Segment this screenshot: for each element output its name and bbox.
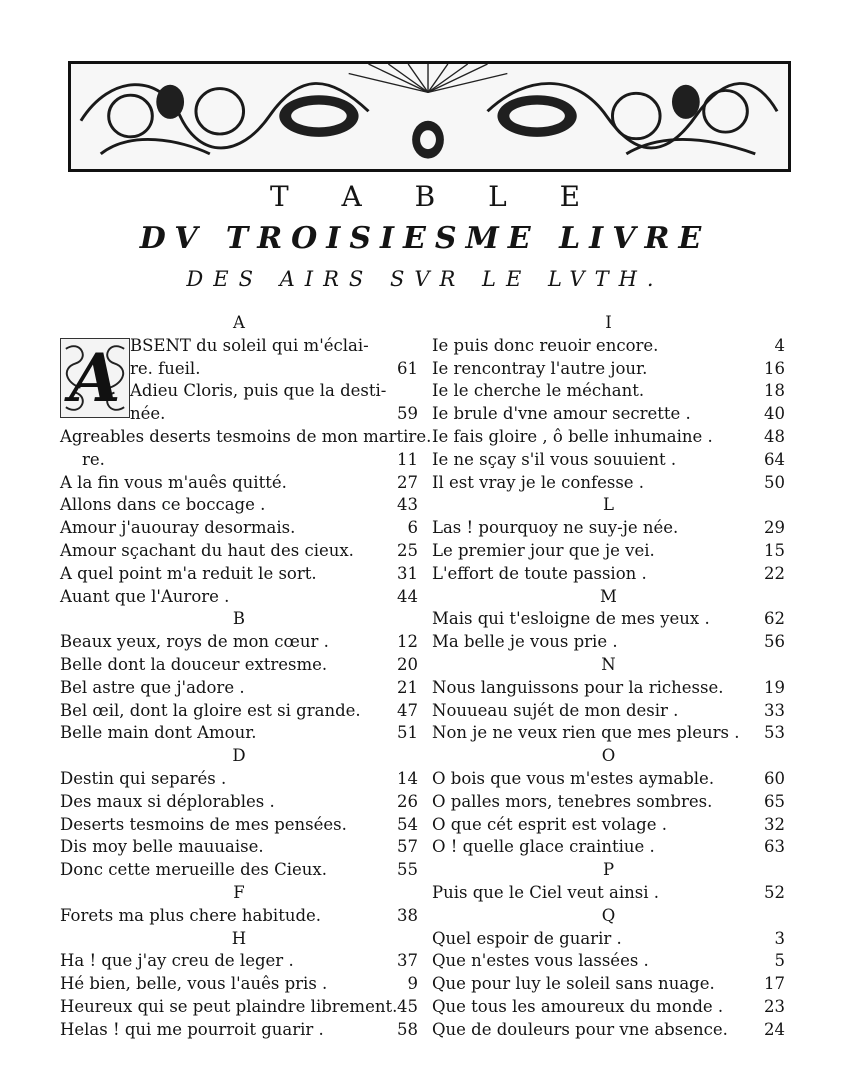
entry-page-number: 20 (397, 654, 418, 674)
index-entry (60, 586, 418, 609)
entry-page-number: 33 (764, 700, 785, 720)
entry-title: Que n'estes vous lassées . (432, 951, 649, 971)
section-letter: P (602, 860, 615, 880)
entry-title: Dis moy belle mauuaise. (60, 837, 264, 857)
entry-title: O ! quelle glace craintiue . (432, 837, 655, 857)
section-letter: B (232, 609, 246, 629)
section-letter: H (231, 928, 247, 948)
entry-title: Le premier jour que je vei. (432, 540, 655, 560)
entry-page-number: 63 (764, 837, 785, 857)
index-entry (60, 449, 418, 472)
index-entry (432, 882, 785, 905)
index-entry (432, 608, 785, 631)
entry-title: A la fin vous m'auês quitté. (60, 472, 287, 492)
index-entry (60, 950, 418, 973)
index-entry (60, 791, 418, 814)
entry-page-number: 23 (764, 996, 785, 1016)
section-letter: I (605, 313, 612, 332)
book-subtitle: DV TROISIESME LIVRE (139, 221, 711, 256)
entry-title: Beaux yeux, roys de mon cœur . (60, 632, 329, 652)
entry-page-number: 18 (764, 381, 785, 401)
entry-title: Puis que le Ciel veut ainsi . (432, 882, 659, 902)
entry-page-number: 4 (774, 335, 785, 355)
entry-title: Bel œil, dont la gloire est si grande. (60, 700, 361, 720)
entry-title: Ie fais gloire , ô belle inhumaine . (432, 426, 713, 446)
entry-page-number: 51 (397, 723, 418, 743)
entry-page-number: 25 (397, 540, 418, 560)
entry-page-number: 3 (774, 928, 785, 948)
entry-title: Non je ne veux rien que mes pleurs . (432, 723, 740, 743)
entry-title: Bel astre que j'adore . (60, 677, 245, 697)
section-letter: D (232, 746, 246, 766)
entry-title: Helas ! qui me pourroit guarir . (60, 1019, 324, 1039)
entry-title: Belle main dont Amour. (60, 723, 257, 743)
entry-title: Auant que l'Aurore . (60, 586, 230, 606)
index-entry (432, 814, 785, 837)
index-entry (60, 472, 418, 495)
index-entry (60, 654, 418, 677)
index-entry (432, 472, 785, 495)
entry-page-number: 19 (764, 677, 785, 697)
index-entry (432, 1019, 785, 1042)
index-entry (60, 859, 418, 882)
entry-page-number: 44 (397, 586, 418, 606)
entry-title: Deserts tesmoins de mes pensées. (60, 814, 347, 834)
index-entry (60, 631, 418, 654)
entry-page-number: 15 (764, 540, 785, 560)
index-entry (432, 973, 785, 996)
index-entry (60, 905, 418, 928)
entry-page-number: 50 (764, 472, 785, 492)
entry-page-number: 16 (764, 358, 785, 378)
entry-page-number: 57 (397, 837, 418, 857)
entry-page-number: 61 (397, 358, 418, 378)
entry-page-number: 62 (764, 609, 785, 629)
entry-page-number: 5 (774, 951, 785, 971)
section-subtitle: DES AIRS SVR LE LVTH. (186, 267, 664, 291)
entry-title: née. (130, 404, 166, 424)
index-entry (432, 540, 785, 563)
index-entry (60, 700, 418, 723)
index-entry (60, 563, 418, 586)
index-entry (432, 836, 785, 859)
entry-title: Ie rencontray l'autre jour. (432, 358, 648, 378)
index-entry (60, 1019, 418, 1042)
entry-title: re. fueil. (130, 358, 201, 378)
index-entry (432, 768, 785, 791)
entry-page-number: 55 (397, 860, 418, 880)
entry-title: Il est vray je le confesse . (432, 472, 645, 492)
entry-title: Heureux qui se peut plaindre librement. (60, 996, 398, 1016)
entry-page-number: 11 (397, 449, 418, 469)
entry-page-number: 37 (397, 951, 418, 971)
entry-page-number: 27 (397, 472, 418, 492)
entry-page-number: 45 (397, 996, 418, 1016)
index-entry (432, 722, 785, 745)
entry-title: O que cét esprit est volage . (432, 814, 667, 834)
left-index-column (60, 312, 432, 1042)
entry-page-number: 9 (407, 974, 418, 994)
entry-page-number: 21 (397, 677, 418, 697)
entry-title: Agreables deserts tesmoins de mon martire. (60, 426, 432, 446)
entry-title: Que tous les amoureux du monde . (432, 996, 724, 1016)
section-letter: A (233, 313, 245, 332)
index-entry (432, 380, 785, 403)
section-letter: F (233, 882, 245, 902)
entry-title: Nouueau sujét de mon desir . (432, 700, 679, 720)
entry-title: Destin qui separés . (60, 768, 227, 788)
entry-page-number: 59 (397, 404, 418, 424)
entry-page-number: 54 (397, 814, 418, 834)
entry-title: Ma belle je vous prie . (432, 632, 618, 652)
entry-page-number: 38 (397, 905, 418, 925)
entry-title: Des maux si déplorables . (60, 791, 275, 811)
right-index-column (432, 312, 785, 1042)
index-entry (60, 517, 418, 540)
entry-title: Ie puis donc reuoir encore. (432, 335, 659, 355)
index-entry (432, 358, 785, 381)
entry-page-number: 6 (407, 518, 418, 538)
index-entry (432, 631, 785, 654)
entry-title: Ha ! que j'ay creu de leger . (60, 951, 294, 971)
entry-title: Ie ne sçay s'il vous souuient . (432, 449, 677, 469)
entry-title: Amour j'auouray desormais. (60, 518, 296, 538)
section-letter: N (601, 654, 616, 674)
index-entry (60, 814, 418, 837)
entry-page-number: 47 (397, 700, 418, 720)
entry-title: Allons dans ce boccage . (60, 495, 266, 515)
entry-title: Que pour luy le soleil sans nuage. (432, 974, 715, 994)
entry-title: Amour sçachant du haut des cieux. (60, 540, 354, 560)
entry-page-number: 58 (397, 1019, 418, 1039)
entry-page-number: 12 (397, 632, 418, 652)
entry-title: BSENT du soleil qui m'éclai- (130, 335, 369, 355)
entry-page-number: 22 (764, 563, 785, 583)
entry-page-number: 40 (764, 404, 785, 424)
section-letter: Q (601, 905, 616, 925)
index-entry (432, 791, 785, 814)
index-entry (60, 494, 418, 517)
index-entry (432, 950, 785, 973)
entry-page-number: 60 (764, 768, 785, 788)
entry-title: re. (82, 449, 105, 469)
index-entry (60, 540, 418, 563)
entry-page-number: 14 (397, 768, 418, 788)
index-entry (432, 677, 785, 700)
entry-title: L'effort de toute passion . (432, 563, 647, 583)
entry-page-number: 52 (764, 882, 785, 902)
entry-page-number: 56 (764, 632, 785, 652)
entry-page-number: 17 (764, 974, 785, 994)
index-entry (60, 426, 432, 449)
index-entry (60, 973, 418, 996)
entry-title: Quel espoir de guarir . (432, 928, 622, 948)
section-letter: L (603, 495, 614, 515)
entry-page-number: 31 (397, 563, 418, 583)
ornamental-dropcap (60, 338, 130, 418)
entry-title: Que de douleurs pour vne absence. (432, 1019, 728, 1039)
index-entry (432, 449, 785, 472)
entry-title: O bois que vous m'estes aymable. (432, 768, 715, 788)
table-title: T A B L E (269, 180, 603, 213)
entry-title: Nous languissons pour la richesse. (432, 677, 724, 697)
entry-title: Mais qui t'esloigne de mes yeux . (432, 609, 710, 629)
entry-page-number: 64 (764, 449, 785, 469)
index-entry (432, 928, 785, 951)
entry-title: Hé bien, belle, vous l'auês pris . (60, 974, 328, 994)
entry-title: Ie brule d'vne amour secrette . (432, 404, 691, 424)
index-entry (432, 563, 785, 586)
entry-title: Belle dont la douceur extresme. (60, 654, 328, 674)
entry-page-number: 29 (764, 518, 785, 538)
entry-page-number: 32 (764, 814, 785, 834)
index-entry (432, 426, 785, 449)
entry-title: Adieu Cloris, puis que la desti- (130, 381, 387, 401)
headpiece-engraving-icon (71, 64, 788, 169)
entry-page-number: 26 (397, 791, 418, 811)
entry-title: Ie le cherche le méchant. (432, 381, 645, 401)
index-entry (60, 768, 418, 791)
entry-title: Forets ma plus chere habitude. (60, 905, 322, 925)
index-entry (60, 836, 418, 859)
entry-title: O palles mors, tenebres sombres. (432, 791, 713, 811)
index-entry (432, 403, 785, 426)
dropcap-letter: A (69, 339, 121, 417)
section-letter: M (600, 586, 617, 606)
index-entry (432, 335, 785, 358)
entry-page-number: 24 (764, 1019, 785, 1039)
entry-title: A quel point m'a reduit le sort. (60, 563, 317, 583)
entry-page-number: 65 (764, 791, 785, 811)
section-letter: O (601, 746, 616, 766)
ornamental-headpiece (68, 61, 791, 172)
index-entry (60, 722, 418, 745)
index-entry (60, 996, 418, 1019)
index-entry (432, 517, 785, 540)
entry-title: Las ! pourquoy ne suy-je née. (432, 518, 679, 538)
entry-page-number: 43 (397, 495, 418, 515)
entry-page-number: 53 (764, 723, 785, 743)
index-entry (60, 677, 418, 700)
entry-page-number: 48 (764, 426, 785, 446)
index-entry (432, 996, 785, 1019)
index-entry (432, 700, 785, 723)
entry-title: Donc cette merueille des Cieux. (60, 860, 327, 880)
